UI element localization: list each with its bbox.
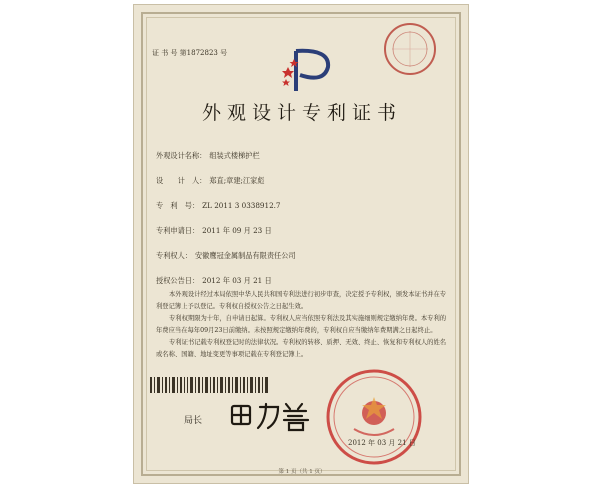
field-label: 专 利 号： [156,201,200,210]
signature-icon [226,398,316,432]
application-date-field [156,226,272,236]
patentee-field [156,251,296,261]
body-paragraph: 本外观设计经过本局依照中华人民共和国专利法进行初步审查，决定授予专利权，颁发本证书并在专利登记簿上予以登记。专利权自授权公告之日起生效。 [156,291,447,310]
field-value: ZL 2011 3 0338912.7 [202,201,281,210]
certificate-document [133,4,469,484]
field-label: 设 计 人： [156,176,207,185]
barcode-icon [150,377,270,393]
design-name-field [156,151,260,161]
page-number: 第 1 页（共 1 页） [278,469,326,475]
field-label: 外观设计名称： [156,151,207,160]
director-label: 局长 [184,416,203,426]
designer-field [156,176,265,186]
field-value: 安徽鹰冠金属制品有限责任公司 [194,251,296,260]
seal-date: 2012 年 03 月 21 日 [348,439,416,447]
field-label: 授权公告日： [156,276,200,285]
body-paragraph: 专利证书记载专利权登记时的法律状况。专利权的转移、质押、无效、终止、恢复和专利权人的姓名或名称、国籍、地址变更等事项记载在专利登记簿上。 [156,339,447,358]
agency-stamp-icon [382,21,438,77]
certificate-title: 外观设计专利证书 [201,102,402,124]
field-label: 专利权人： [156,251,192,260]
grant-date-field [156,276,272,286]
patent-office-logo-icon [282,45,336,93]
body-paragraph: 专利权期限为十年，自申请日起算。专利权人应当依照专利法及其实施细则规定缴纳年费。本专利的年费应当在每年09月23日前缴纳。未按照规定缴纳年费的，专利权自应当缴纳年费期满之日起终止。 [156,315,447,334]
patent-number-field [156,201,281,211]
field-label: 专利申请日： [156,226,200,235]
certificate-number: 证 书 号 第1872823 号 [152,49,228,57]
field-value: 2011 年 09 月 23 日 [202,226,272,235]
field-value: 郑直;章建;江家彪 [209,176,265,185]
field-value: 2012 年 03 月 21 日 [202,276,272,285]
certificate-body-text [156,289,450,361]
field-value: 组装式楼梯护栏 [209,151,260,160]
national-seal-icon [324,367,424,467]
